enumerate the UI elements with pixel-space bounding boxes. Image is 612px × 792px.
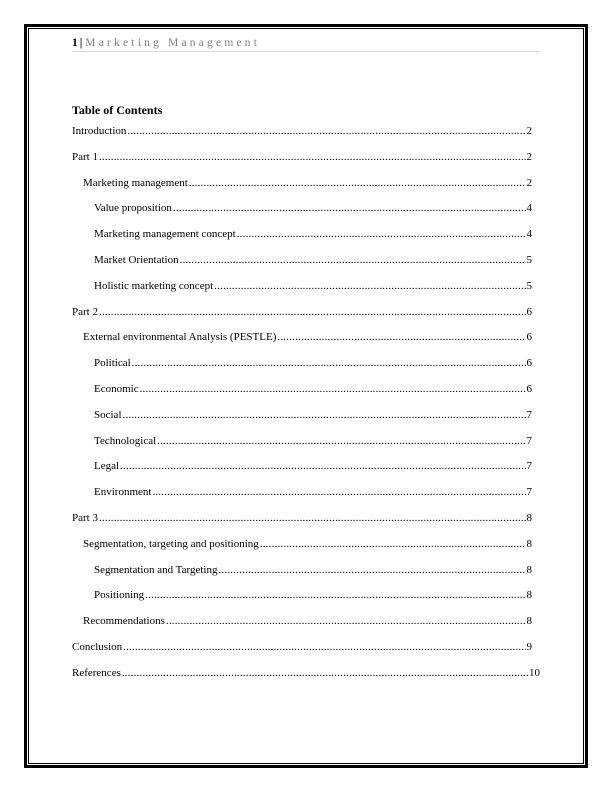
toc-dot-leader xyxy=(127,124,525,138)
toc-entry-page-number: 6 xyxy=(526,305,532,318)
toc-entry[interactable] xyxy=(72,666,540,680)
toc-dot-leader xyxy=(120,459,525,473)
toc-dot-leader xyxy=(122,666,528,680)
toc-entry[interactable] xyxy=(72,253,532,267)
toc-entry-page-number: 2 xyxy=(526,176,532,189)
toc-entry-page-number: 8 xyxy=(526,563,532,576)
toc-entry-label: Positioning xyxy=(94,589,145,602)
toc-entry-label: Introduction xyxy=(72,125,127,137)
toc-entry[interactable] xyxy=(72,124,532,138)
toc-entry-label: Part 3 xyxy=(72,512,98,524)
toc-entry-page-number: 5 xyxy=(526,279,532,292)
toc-entry-label: Environment xyxy=(94,486,152,499)
toc-entry[interactable] xyxy=(72,588,532,602)
toc-entry[interactable] xyxy=(72,382,532,396)
toc-entry-label: Segmentation, targeting and positioning xyxy=(83,537,259,550)
toc-entry-label: Conclusion xyxy=(72,641,123,653)
toc-entry-page-number: 7 xyxy=(526,486,532,499)
toc-entry-page-number: 7 xyxy=(526,434,532,447)
toc-entry-label: Segmentation and Targeting xyxy=(94,563,218,576)
toc-entry[interactable] xyxy=(72,356,532,370)
toc-dot-leader xyxy=(145,588,525,602)
toc-dot-leader xyxy=(99,511,526,525)
toc-dot-leader xyxy=(260,537,526,551)
toc-entry[interactable] xyxy=(72,563,532,577)
toc-dot-leader xyxy=(123,640,525,654)
toc-dot-leader xyxy=(99,150,526,164)
toc-entry-page-number: 6 xyxy=(526,357,532,370)
toc-entry-page-number: 10 xyxy=(529,666,540,679)
toc-dot-leader xyxy=(218,563,525,577)
toc-entry-page-number: 2 xyxy=(526,125,532,137)
toc-entry[interactable] xyxy=(72,408,532,422)
toc-entry[interactable] xyxy=(72,150,532,164)
header-page-number: 1 xyxy=(72,37,78,49)
toc-entry[interactable] xyxy=(72,434,532,448)
toc-entry[interactable] xyxy=(72,640,532,654)
toc-entry-label: Part 2 xyxy=(72,305,98,318)
toc-entry-label: Political xyxy=(94,357,131,370)
toc-entry-label: Market Orientation xyxy=(94,254,179,266)
toc-entry[interactable] xyxy=(72,305,532,319)
toc-dot-leader xyxy=(157,434,525,448)
toc-entry-page-number: 8 xyxy=(526,537,532,550)
toc-entry-page-number: 9 xyxy=(526,641,532,653)
toc-dot-leader xyxy=(237,227,526,241)
toc-dot-leader xyxy=(99,305,526,319)
toc-dot-leader xyxy=(140,382,526,396)
toc-entry-page-number: 5 xyxy=(526,254,532,266)
toc-entry-page-number: 8 xyxy=(526,615,532,628)
toc-entry-label: External environmental Analysis (PESTLE) xyxy=(83,331,277,344)
toc-entry-label: Social xyxy=(94,408,122,421)
toc-dot-leader xyxy=(173,201,526,215)
toc-dot-leader xyxy=(123,408,526,422)
toc-entry-label: References xyxy=(72,666,121,679)
toc-dot-leader xyxy=(214,279,525,293)
toc-entry[interactable] xyxy=(72,227,532,241)
toc-entry[interactable] xyxy=(72,201,532,215)
toc-entry-label: Holistic marketing concept xyxy=(94,279,214,292)
toc-entry-page-number: 8 xyxy=(526,512,532,524)
toc-dot-leader xyxy=(189,176,526,190)
toc-entry-page-number: 7 xyxy=(526,408,532,421)
toc-entry[interactable] xyxy=(72,485,532,499)
toc-dot-leader xyxy=(277,330,525,344)
toc-dot-leader xyxy=(132,356,526,370)
page-header xyxy=(72,36,540,52)
toc-entry[interactable] xyxy=(72,459,532,473)
toc-entry-label: Technological xyxy=(94,434,157,447)
toc-entry-page-number: 8 xyxy=(526,589,532,602)
toc-entry-page-number: 4 xyxy=(526,202,532,215)
toc-entry-page-number: 7 xyxy=(526,460,532,473)
toc-entry-page-number: 6 xyxy=(526,331,532,344)
toc-entry-label: Value proposition xyxy=(94,202,172,215)
toc-entry[interactable] xyxy=(72,614,532,628)
toc-entry[interactable] xyxy=(72,176,532,190)
toc-entry-label: Legal xyxy=(94,460,120,473)
toc-heading: Table of Contents xyxy=(72,103,163,117)
toc-entry-label: Part 1 xyxy=(72,150,98,163)
toc-entry[interactable] xyxy=(72,537,532,551)
toc-entry[interactable] xyxy=(72,279,532,293)
toc-entry-page-number: 4 xyxy=(526,228,532,241)
toc-dot-leader xyxy=(152,485,525,499)
header-separator: | xyxy=(79,37,83,49)
toc-entry[interactable] xyxy=(72,330,532,344)
toc-entry-label: Marketing management xyxy=(83,176,188,189)
toc-entry-page-number: 6 xyxy=(526,383,532,395)
toc-entry-page-number: 2 xyxy=(526,150,532,163)
toc-dot-leader xyxy=(180,253,526,267)
toc-entry[interactable] xyxy=(72,511,532,525)
toc-dot-leader xyxy=(166,614,526,628)
toc-entry-label: Economic xyxy=(94,383,139,395)
header-running-title: Marketing Management xyxy=(85,37,261,49)
toc-entry-label: Recommendations xyxy=(83,615,165,628)
toc-entry-label: Marketing management concept xyxy=(94,228,236,241)
